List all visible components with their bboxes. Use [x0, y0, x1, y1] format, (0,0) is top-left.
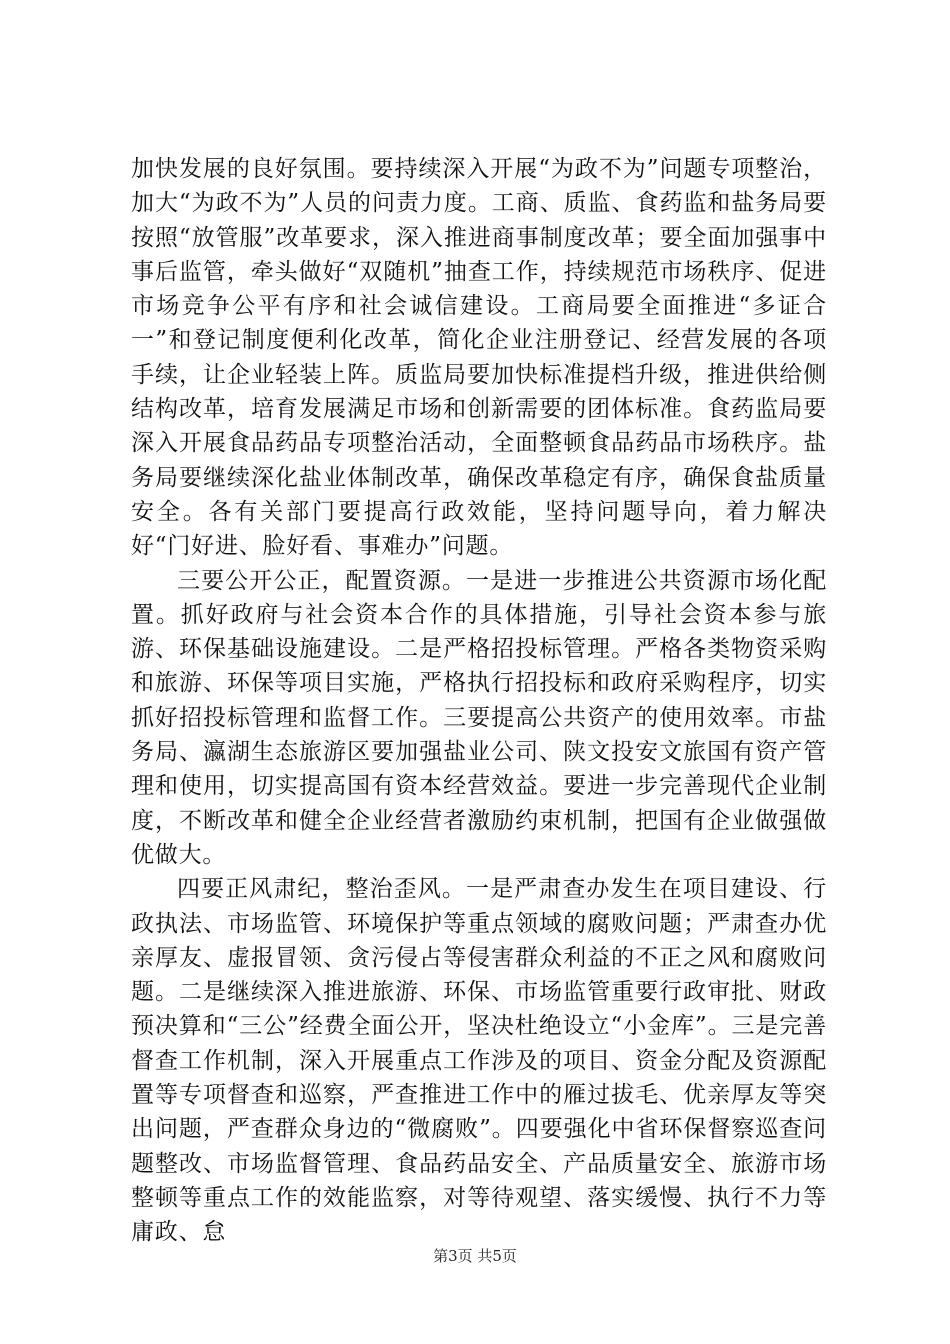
body-text — [131, 152, 827, 1250]
paragraph-section-four: 四要正风肃纪，整治歪风。一是严肃查办发生在项目建设、行政执法、市场监管、环境保护等重点领域的腐败问题；严肃查办优亲厚友、虚报冒领、贪污侵占等侵害群众利益的不正之风和腐败问题。二是继续深入推进旅游、环保、市场监管重要行政审批、财政预决算和“三公”经费全面公开，坚决杜绝设立“小金库”。三是完善督查工作机制，深入开展重点工作涉及的项目、资金分配及资源配置等专项督查和巡察，严查推进工作中的雁过拔毛、优亲厚友等突出问题，严查群众身边的“微腐败”。四要强化中省环保督察巡查问题整改、市场监督管理、食品药品安全、产品质量安全、旅游市场整顿等重点工作的效能监察，对等待观望、落实缓慢、执行不力等庸政、怠 — [131, 876, 827, 1246]
page-number-footer: 第3页 共5页 — [433, 1247, 517, 1265]
paragraph-section-three: 三要公开公正，配置资源。一是进一步推进公共资源市场化配置。抓好政府与社会资本合作的具体措施，引导社会资本参与旅游、环保基础设施建设。二是严格招投标管理。严格各类物资采购和旅游、环保等项目实施，严格执行招投标和政府采购程序，切实抓好招投标管理和监督工作。三要提高公共资产的使用效率。市盐务局、瀛湖生态旅游区要加强盐业公司、陕文投安文旅国有资产管理和使用，切实提高国有资本经营效益。要进一步完善现代企业制度，不断改革和健全企业经营者激励约束机制，把国有企业做强做优做大。 — [131, 567, 827, 868]
paragraph-continuation: 加快发展的良好氛围。要持续深入开展“为政不为”问题专项整治，加大“为政不为”人员的问责力度。工商、质监、食药监和盐务局要按照“放管服”改革要求，深入推进商事制度改革；要全面加强事中事后监管，牵头做好“双随机”抽查工作，持续规范市场秩序、促进市场竞争公平有序和社会诚信建设。工商局要全面推进“多证合一”和登记制度便利化改革，简化企业注册登记、经营发展的各项手续，让企业轻装上阵。质监局要加快标准提档升级，推进供给侧结构改革，培育发展满足市场和创新需要的团体标准。食药监局要深入开展食品药品专项整治活动，全面整顿食品药品市场秩序。盐务局要继续深化盐业体制改革，确保改革稳定有序，确保食盐质量安全。各有关部门要提高行政效能，坚持问题导向，着力解决好“门好进、脸好看、事难办”问题。 — [131, 156, 827, 560]
